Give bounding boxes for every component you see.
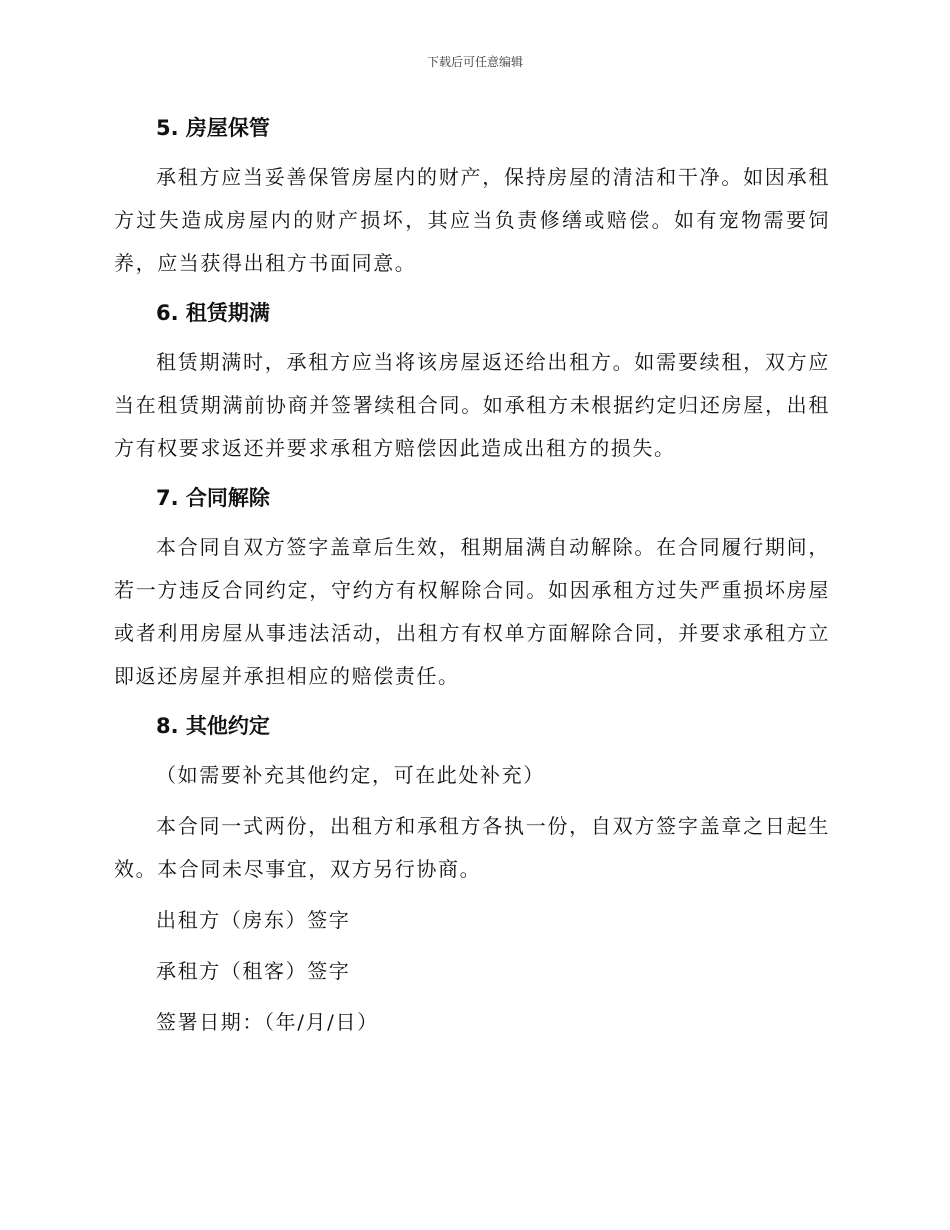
section-paragraph: 承租方应当妥善保管房屋内的财产，保持房屋的清洁和干净。如因承租方过失造成房屋内的财产损坏，其应当负责修缮或赔偿。如有宠物需要饲养，应当获得出租方书面同意。 <box>114 165 830 275</box>
tenant-signature-line: 承租方（租客）签字 <box>156 959 351 983</box>
section-8 <box>114 706 830 1044</box>
section-paragraph: 本合同自双方签字盖章后生效，租期届满自动解除。在合同履行期间，若一方违反合同约定，守约方有权解除合同。如因承租方过失严重损坏房屋或者利用房屋从事违法活动，出租方有权单方面解除合同，并要求承租方立即返还房屋并承担相应的赔偿责任。 <box>114 535 830 688</box>
section-heading: 7. 合同解除 <box>156 486 270 510</box>
section-heading: 8. 其他约定 <box>156 714 270 738</box>
supplement-note: （如需要补充其他约定，可在此处补充） <box>156 763 545 787</box>
section-heading: 5. 房屋保管 <box>156 116 270 140</box>
landlord-signature-line: 出租方（房东）签字 <box>156 908 351 932</box>
document-body <box>114 108 830 1052</box>
section-5 <box>114 108 830 285</box>
section-6 <box>114 293 830 470</box>
section-heading: 6. 租赁期满 <box>156 301 270 325</box>
section-7 <box>114 478 830 698</box>
section-paragraph: 租赁期满时，承租方应当将该房屋返还给出租方。如需要续租，双方应当在租赁期满前协商并签署续租合同。如承租方未根据约定归还房屋，出租方有权要求返还并要求承租方赔偿因此造成出租方的损失。 <box>114 350 830 460</box>
signing-date-line: 签署日期：（年/月/日） <box>156 1010 379 1034</box>
page-header-note: 下载后可任意编辑 <box>426 55 523 69</box>
section-paragraph: 本合同一式两份，出租方和承租方各执一份，自双方签字盖章之日起生效。本合同未尽事宜，双方另行协商。 <box>114 814 830 881</box>
